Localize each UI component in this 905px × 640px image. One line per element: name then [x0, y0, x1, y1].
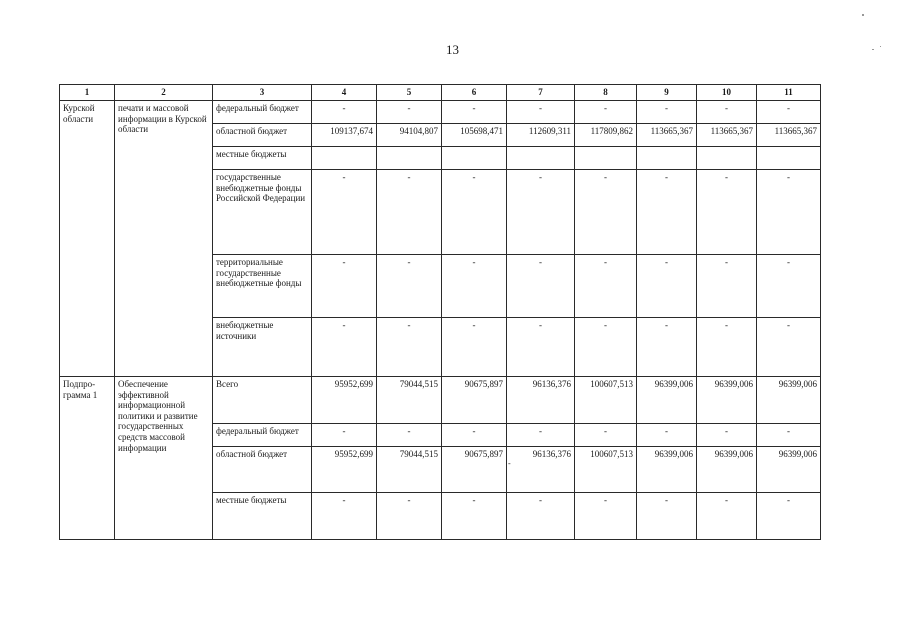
value-cell	[637, 147, 697, 170]
value-cell: 100607,513	[575, 377, 637, 424]
value-cell: 96399,006	[697, 377, 757, 424]
program-cell: Обеспечение эффективной информационной политики и развитие государственных средств массовой информации	[115, 377, 213, 540]
value-cell: -	[312, 101, 377, 124]
value-cell: -	[637, 101, 697, 124]
value-cell: 117809,862	[575, 124, 637, 147]
value-cell: 79044,515	[377, 377, 442, 424]
value-cell: -	[442, 493, 507, 540]
source-label: областной бюджет	[213, 447, 312, 493]
table-row	[60, 101, 821, 124]
value-cell	[377, 147, 442, 170]
value-cell: -	[507, 101, 575, 124]
value-cell: -	[442, 101, 507, 124]
value-cell: -	[442, 424, 507, 447]
value-cell: 113665,367	[757, 124, 821, 147]
value-cell: 95952,699	[312, 377, 377, 424]
value-cell: -	[377, 424, 442, 447]
header-cell: 3	[213, 85, 312, 101]
value-cell: -	[637, 170, 697, 255]
header-cell: 9	[637, 85, 697, 101]
value-cell: 79044,515	[377, 447, 442, 493]
value-cell: 109137,674	[312, 124, 377, 147]
value-cell: 90675,897	[442, 447, 507, 493]
value-cell	[507, 147, 575, 170]
value-cell: -	[575, 493, 637, 540]
header-cell: 10	[697, 85, 757, 101]
table-row	[60, 377, 821, 424]
program-cell: печати и массовой информации в Курской области	[115, 101, 213, 377]
value-cell: -	[575, 424, 637, 447]
value-cell: -	[697, 170, 757, 255]
header-cell: 11	[757, 85, 821, 101]
value-cell: -	[757, 424, 821, 447]
source-label: внебюджетные источники	[213, 318, 312, 377]
value-cell: -	[697, 424, 757, 447]
value-cell: -	[637, 318, 697, 377]
value-cell: 96399,006	[637, 377, 697, 424]
value-cell: -	[507, 318, 575, 377]
value-cell: -	[312, 318, 377, 377]
header-cell: 2	[115, 85, 213, 101]
header-row	[60, 85, 821, 101]
scan-speck	[872, 49, 874, 50]
header-cell: 5	[377, 85, 442, 101]
value-cell	[442, 147, 507, 170]
page-number: 13	[446, 42, 459, 57]
value-cell: -	[377, 255, 442, 318]
value-cell: 94104,807	[377, 124, 442, 147]
value-cell: -	[757, 101, 821, 124]
scan-speck	[880, 46, 881, 47]
value-cell	[575, 147, 637, 170]
header-cell: 6	[442, 85, 507, 101]
value-cell: -	[697, 255, 757, 318]
value-cell	[697, 147, 757, 170]
value-cell: -	[637, 493, 697, 540]
source-label: областной бюджет	[213, 124, 312, 147]
budget-table	[59, 84, 821, 540]
header-cell: 8	[575, 85, 637, 101]
source-label: федеральный бюджет	[213, 101, 312, 124]
region-cell: Курской области	[60, 101, 115, 377]
value-cell: -	[312, 493, 377, 540]
value-cell: -	[757, 255, 821, 318]
value-cell: -	[507, 170, 575, 255]
value-cell: -	[575, 255, 637, 318]
value-cell: -	[312, 170, 377, 255]
value-cell: -	[507, 493, 575, 540]
value-cell: -	[757, 318, 821, 377]
value-cell: -	[377, 101, 442, 124]
value-cell: 113665,367	[637, 124, 697, 147]
header-cell: 4	[312, 85, 377, 101]
source-label: территориальные государственные внебюджетные фонды	[213, 255, 312, 318]
value-cell: -	[697, 101, 757, 124]
scan-speck	[862, 14, 864, 16]
value-cell: 95952,699	[312, 447, 377, 493]
value-cell: -	[637, 255, 697, 318]
value-cell: -	[757, 170, 821, 255]
source-label: Всего	[213, 377, 312, 424]
source-label: местные бюджеты	[213, 493, 312, 540]
value-cell: -	[312, 424, 377, 447]
value-cell: 96399,006	[757, 377, 821, 424]
header-cell: 1	[60, 85, 115, 101]
value-cell: 96399,006	[637, 447, 697, 493]
value-cell: 90675,897	[442, 377, 507, 424]
value-cell: 100607,513	[575, 447, 637, 493]
value-cell: -	[442, 170, 507, 255]
value-cell: -	[575, 101, 637, 124]
value-cell: 96136,376	[507, 447, 575, 493]
source-label: местные бюджеты	[213, 147, 312, 170]
value-cell: -	[637, 424, 697, 447]
value-cell	[757, 147, 821, 170]
value-cell: 112609,311	[507, 124, 575, 147]
value-cell: -	[377, 170, 442, 255]
value-cell: -	[442, 318, 507, 377]
value-cell: -	[575, 170, 637, 255]
value-cell	[312, 147, 377, 170]
source-label: федеральный бюджет	[213, 424, 312, 447]
value-cell: -	[442, 255, 507, 318]
source-label: государственные внебюджетные фонды Российской Федерации	[213, 170, 312, 255]
value-cell: -	[757, 493, 821, 540]
value-cell: 96399,006	[757, 447, 821, 493]
value-cell: 113665,367	[697, 124, 757, 147]
value-cell: -	[312, 255, 377, 318]
value-cell: -	[697, 318, 757, 377]
value-cell: -	[377, 318, 442, 377]
value-cell: -	[377, 493, 442, 540]
value-cell: 105698,471	[442, 124, 507, 147]
value-cell: -	[507, 255, 575, 318]
value-cell: 96399,006	[697, 447, 757, 493]
value-cell: 96136,376	[507, 377, 575, 424]
value-cell: -	[697, 493, 757, 540]
stray-mark: -	[508, 459, 511, 468]
value-cell: -	[507, 424, 575, 447]
value-cell: -	[575, 318, 637, 377]
subprogram-cell: Подпро-грамма 1	[60, 377, 115, 540]
header-cell: 7	[507, 85, 575, 101]
